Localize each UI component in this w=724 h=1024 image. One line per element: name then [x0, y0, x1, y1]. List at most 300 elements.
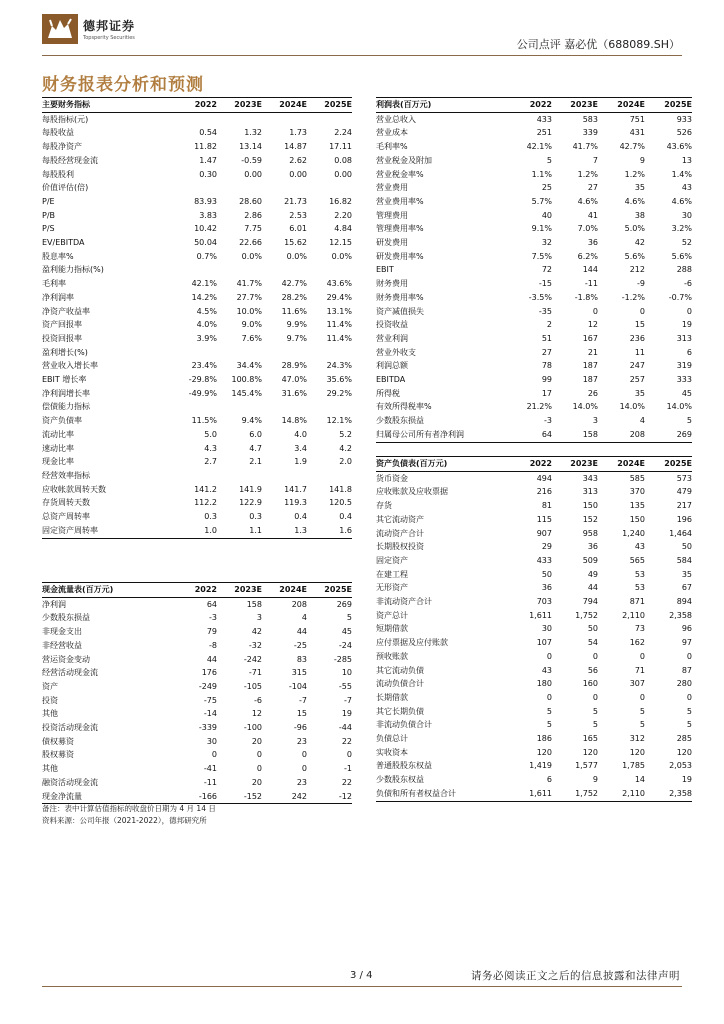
table-row: [42, 639, 352, 653]
cell-value: 1.6: [307, 524, 352, 538]
table-row: [376, 428, 692, 442]
table-row: [42, 762, 352, 776]
table-row: [42, 611, 352, 625]
cell-value: -152: [217, 790, 262, 804]
table-row: [376, 277, 692, 291]
cell-value: 19: [341, 709, 352, 719]
cell-value: 242: [262, 790, 307, 804]
cell-value: 187: [582, 375, 598, 385]
cell-value: -11: [203, 777, 217, 787]
cell-value: 1.4%: [671, 169, 692, 179]
cell-value: 50: [541, 569, 552, 579]
cell-value: -71: [248, 668, 262, 678]
row-label: 现金比率: [42, 457, 74, 467]
cell-value: -6: [254, 695, 262, 705]
cell-value: 38: [634, 210, 645, 220]
cell-value: 5: [346, 613, 352, 623]
cell-value: 150: [629, 514, 645, 524]
row-label: 普通股股东权益: [376, 761, 432, 771]
cell-value: 2: [546, 320, 552, 330]
cell-value: 158: [552, 428, 598, 442]
row-label: 管理费用: [376, 210, 408, 220]
table-row: [42, 483, 352, 497]
row-label: 营业外收支: [376, 347, 416, 357]
cell-value: 42: [251, 627, 262, 637]
cell-value: 31.6%: [281, 388, 307, 398]
cell-value: 933: [676, 114, 692, 124]
table-row: [376, 318, 692, 332]
cell-value: 141.7: [284, 484, 307, 494]
cell-value: 71: [634, 665, 645, 675]
cell-value: 42.1%: [526, 142, 552, 152]
cell-value: 0.4: [294, 512, 307, 522]
row-label: 实收资本: [376, 747, 408, 757]
row-label: 营业税金率%: [376, 169, 424, 179]
row-label: 股息率%: [42, 251, 74, 261]
row-label: 营业费用: [376, 183, 408, 193]
company-logo: [42, 14, 135, 44]
cell-value: -24: [338, 640, 352, 650]
cell-value: [262, 346, 307, 360]
cell-value: 64: [206, 599, 217, 609]
row-label: 营业费用率%: [376, 196, 424, 206]
cell-value: 43.6%: [666, 142, 692, 152]
cell-value: 0.3: [249, 512, 262, 522]
year-header: 2023E: [552, 457, 598, 472]
table-row: [376, 209, 692, 223]
cell-value: 269: [336, 599, 352, 609]
table-row: [42, 222, 352, 236]
cell-value: -104: [288, 681, 307, 691]
table-row: [42, 442, 352, 456]
cell-value: 12: [587, 320, 598, 330]
table-row: [42, 154, 352, 168]
row-label: 固定资产: [376, 555, 408, 565]
row-label: 价值评估(倍): [42, 183, 89, 193]
cell-value: 1,419: [529, 761, 552, 771]
cell-value: [172, 469, 217, 483]
table-row: [42, 209, 352, 223]
table-header-row: [376, 457, 692, 472]
cell-value: 0: [211, 750, 217, 760]
row-label: 长期借款: [376, 692, 408, 702]
cell-value: 794: [582, 597, 598, 607]
report-type-label: 公司点评 嘉必优（688089.SH）: [516, 38, 680, 51]
cell-value: 165: [582, 734, 598, 744]
cell-value: 11.4%: [326, 320, 352, 330]
row-label: 净资产收益率: [42, 306, 90, 316]
table-row: [376, 250, 692, 264]
cell-value: [172, 346, 217, 360]
row-label: EBITDA: [376, 375, 406, 385]
cell-value: 0.0%: [286, 251, 307, 261]
row-label: 营业利润: [376, 333, 408, 343]
cell-value: 11.6%: [281, 306, 307, 316]
table-row: [376, 513, 692, 527]
table-row: [376, 485, 692, 499]
table-header-row: [42, 98, 352, 113]
table-row: [42, 707, 352, 721]
cell-value: -0.7%: [668, 292, 692, 302]
table-row: [376, 759, 692, 773]
cell-value: 20: [251, 736, 262, 746]
valuation-note: 备注：表中计算估值指标的收盘价日期为 4 月 14 日: [42, 804, 216, 813]
cell-value: 5: [546, 706, 552, 716]
logo-name-en: Topsperity Securities: [83, 35, 135, 41]
year-header: 2024E: [598, 457, 645, 472]
cell-value: 4.6%: [671, 196, 692, 206]
cell-value: 50: [681, 542, 692, 552]
cell-value: 29.4%: [326, 292, 352, 302]
cell-value: -12: [307, 790, 352, 804]
table-row: [42, 195, 352, 209]
cell-value: 15: [634, 320, 645, 330]
cell-value: 958: [582, 528, 598, 538]
cell-value: 22: [341, 777, 352, 787]
cell-value: 9: [592, 775, 598, 785]
year-header: 2022: [506, 457, 552, 472]
row-label: 预收账款: [376, 651, 408, 661]
cell-value: 0.3: [204, 512, 217, 522]
cell-value: 87: [681, 665, 692, 675]
table-row: [42, 680, 352, 694]
cell-value: [262, 263, 307, 277]
year-header: 2025E: [307, 98, 352, 113]
table-row: [376, 471, 692, 485]
cell-value: 0: [592, 692, 598, 702]
table-row: [376, 222, 692, 236]
table-row: [376, 346, 692, 360]
cell-value: 5: [639, 720, 645, 730]
cell-value: 212: [629, 265, 645, 275]
cell-value: 1.1: [217, 524, 262, 538]
cell-value: -9: [637, 279, 645, 289]
main-indicators-table: [42, 97, 352, 539]
row-label: EBIT: [376, 265, 394, 275]
cell-value: 3: [592, 416, 598, 426]
table-row: [42, 400, 352, 414]
cell-value: 14.0%: [619, 402, 645, 412]
cell-value: 29: [541, 542, 552, 552]
table-row: [376, 373, 692, 387]
cell-value: 285: [676, 734, 692, 744]
cell-value: 30: [541, 624, 552, 634]
data-source: 资料来源：公司年报（2021-2022），德邦研究所: [42, 816, 207, 825]
cell-value: 2,358: [645, 787, 692, 801]
cell-value: 19: [681, 320, 692, 330]
cell-value: 9.4%: [241, 416, 262, 426]
row-label: 净利润率: [42, 292, 74, 302]
cell-value: 21.2%: [526, 402, 552, 412]
table-row: [376, 305, 692, 319]
cell-value: 0: [686, 651, 692, 661]
cell-value: 42: [634, 238, 645, 248]
cell-value: [262, 181, 307, 195]
row-label: 流动比率: [42, 429, 74, 439]
table-row: [42, 625, 352, 639]
cell-value: 51: [541, 333, 552, 343]
table-row: [376, 112, 692, 126]
cell-value: 44: [296, 627, 307, 637]
cell-value: 28.9%: [281, 361, 307, 371]
cell-value: 894: [676, 597, 692, 607]
cell-value: 9: [639, 155, 645, 165]
table-row: [376, 554, 692, 568]
cell-value: 10.42: [194, 224, 217, 234]
cell-value: 35: [634, 183, 645, 193]
row-label: 股权募资: [42, 750, 74, 760]
cell-value: 42.7%: [281, 279, 307, 289]
cell-value: 494: [536, 473, 552, 483]
cell-value: 0.0%: [241, 251, 262, 261]
cell-value: 1.1%: [531, 169, 552, 179]
row-label: 净利润增长率: [42, 388, 90, 398]
cell-value: 120: [629, 747, 645, 757]
cell-value: 907: [536, 528, 552, 538]
row-label: 研发费用率%: [376, 251, 424, 261]
cell-value: 339: [582, 128, 598, 138]
cell-value: -55: [338, 681, 352, 691]
cell-value: 14.8%: [281, 416, 307, 426]
cell-value: 13: [681, 155, 692, 165]
cell-value: 120.5: [329, 498, 352, 508]
cell-value: -25: [293, 640, 307, 650]
row-label: 研发费用: [376, 238, 408, 248]
cell-value: 30: [681, 210, 692, 220]
row-label: 经营效率指标: [42, 470, 90, 480]
cell-value: 9.7%: [286, 333, 307, 343]
cell-value: 9.0%: [241, 320, 262, 330]
cell-value: 3.2%: [671, 224, 692, 234]
cell-value: 162: [629, 638, 645, 648]
row-label: 盈利能力指标(%): [42, 265, 104, 275]
cell-value: 585: [629, 473, 645, 483]
cell-value: 3: [256, 613, 262, 623]
row-label: 速动比率: [42, 443, 74, 453]
table-row: [376, 140, 692, 154]
row-label: 所得税: [376, 388, 400, 398]
row-label: 应付票据及应付账款: [376, 638, 448, 648]
cell-value: 26: [587, 388, 598, 398]
cell-value: 100.8%: [231, 375, 262, 385]
cell-value: 0: [256, 750, 262, 760]
row-label: 其它长期负债: [376, 706, 424, 716]
cell-value: 0.00: [334, 169, 352, 179]
cell-value: 4: [301, 613, 307, 623]
cell-value: 16.82: [329, 196, 352, 206]
row-label: 毛利率: [42, 279, 66, 289]
cell-value: 42.1%: [191, 279, 217, 289]
cell-value: 7.0%: [577, 224, 598, 234]
cell-value: [307, 400, 352, 414]
table-row: [42, 332, 352, 346]
cell-value: -100: [243, 723, 262, 733]
cell-value: 150: [582, 501, 598, 511]
table-row: [376, 414, 692, 428]
row-label: 流动资产合计: [376, 528, 424, 538]
cell-value: -249: [198, 681, 217, 691]
table-row: [376, 154, 692, 168]
row-label: 无形资产: [376, 583, 408, 593]
cell-value: 107: [536, 638, 552, 648]
cell-value: 1.3: [262, 524, 307, 538]
cell-value: 23.4%: [191, 361, 217, 371]
cell-value: -3: [544, 416, 552, 426]
cell-value: 50: [587, 624, 598, 634]
table-row: [376, 236, 692, 250]
row-label: 其他: [42, 764, 58, 774]
cell-value: 79: [206, 627, 217, 637]
cell-value: -7: [299, 695, 307, 705]
table-row: [42, 305, 352, 319]
cell-value: [307, 346, 352, 360]
table-row: [376, 499, 692, 513]
cell-value: 433: [536, 114, 552, 124]
year-header: 2023E: [552, 98, 598, 113]
table-row: [42, 666, 352, 680]
cell-value: 217: [676, 501, 692, 511]
cell-value: 43.6%: [326, 279, 352, 289]
cell-value: 12: [251, 709, 262, 719]
cell-value: 13.14: [239, 142, 262, 152]
cell-value: 13.1%: [326, 306, 352, 316]
cell-value: 141.2: [194, 484, 217, 494]
cell-value: 160: [582, 679, 598, 689]
table-row: [42, 277, 352, 291]
cell-value: [262, 400, 307, 414]
cell-value: 0: [686, 692, 692, 702]
cell-value: 120: [536, 747, 552, 757]
row-label: 存货: [376, 501, 392, 511]
cell-value: 333: [676, 375, 692, 385]
row-label: 毛利率%: [376, 142, 408, 152]
table-row: [376, 773, 692, 787]
cell-value: 35: [634, 388, 645, 398]
cell-value: 14.2%: [191, 292, 217, 302]
row-label: 营业收入增长率: [42, 361, 98, 371]
cell-value: 120: [676, 747, 692, 757]
cell-value: 29.2%: [326, 388, 352, 398]
cell-value: -75: [203, 695, 217, 705]
cell-value: 1.9: [294, 457, 307, 467]
cell-value: 280: [676, 679, 692, 689]
cell-value: 0: [639, 692, 645, 702]
cell-value: 703: [536, 597, 552, 607]
legal-disclaimer: 请务必阅读正文之后的信息披露和法律声明: [471, 970, 680, 982]
cell-value: 120: [582, 747, 598, 757]
row-label: 净利润: [42, 599, 66, 609]
cell-value: 28.2%: [281, 292, 307, 302]
cell-value: 3.83: [199, 210, 217, 220]
table-row: [42, 735, 352, 749]
cell-value: -44: [338, 723, 352, 733]
cell-value: 6: [546, 775, 552, 785]
cell-value: 11.82: [194, 142, 217, 152]
cell-value: [172, 263, 217, 277]
row-label: 每股收益: [42, 128, 74, 138]
year-header: 2025E: [645, 457, 692, 472]
row-label: 财务费用: [376, 279, 408, 289]
cell-value: 15: [296, 709, 307, 719]
row-label: 偿债能力指标: [42, 402, 90, 412]
cell-value: 2.62: [289, 155, 307, 165]
cell-value: [307, 112, 352, 126]
cell-value: 479: [676, 487, 692, 497]
cell-value: 41.7%: [236, 279, 262, 289]
cell-value: 45: [341, 627, 352, 637]
row-label: 每股股利: [42, 169, 74, 179]
table-row: [42, 469, 352, 483]
row-label: EV/EBITDA: [42, 238, 85, 248]
cell-value: -29.8%: [188, 375, 217, 385]
cell-value: 180: [536, 679, 552, 689]
cell-value: 1,752: [575, 610, 598, 620]
cell-value: [217, 400, 262, 414]
year-header: 2025E: [307, 583, 352, 598]
cell-value: -14: [203, 709, 217, 719]
cell-value: 7.6%: [241, 333, 262, 343]
cell-value: 2,110: [622, 610, 645, 620]
row-label: 投资收益: [376, 320, 408, 330]
cell-value: -166: [172, 790, 217, 804]
cell-value: 1.2%: [577, 169, 598, 179]
cell-value: 3.9%: [196, 333, 217, 343]
cell-value: 23: [296, 777, 307, 787]
logo-name-cn: 德邦证券: [83, 19, 136, 33]
cell-value: 158: [246, 599, 262, 609]
table-row: [376, 595, 692, 609]
year-header: 2023E: [217, 98, 262, 113]
table-row: [42, 510, 352, 524]
cell-value: 17: [541, 388, 552, 398]
row-label: 货币资金: [376, 473, 408, 483]
cell-value: [172, 400, 217, 414]
cell-value: [172, 181, 217, 195]
cell-value: 14.0%: [572, 402, 598, 412]
row-label: 非现金支出: [42, 627, 82, 637]
cell-value: 145.4%: [231, 388, 262, 398]
row-label: P/S: [42, 224, 55, 234]
page-number: 3 / 4: [350, 970, 373, 981]
cell-value: 96: [681, 624, 692, 634]
table-row: [376, 622, 692, 636]
cell-value: [262, 112, 307, 126]
cell-value: 1.2%: [624, 169, 645, 179]
cell-value: [217, 181, 262, 195]
cell-value: 5.2: [339, 429, 352, 439]
table-row: [376, 195, 692, 209]
cell-value: 44: [206, 654, 217, 664]
cell-value: 99: [541, 375, 552, 385]
cell-value: 21: [587, 347, 598, 357]
table-row: [376, 332, 692, 346]
row-label: 资产减值损失: [376, 306, 424, 316]
cell-value: -7: [344, 695, 352, 705]
row-label: 应收账款及应收票据: [376, 487, 448, 497]
cell-value: 187: [582, 361, 598, 371]
cell-value: 12.1%: [326, 416, 352, 426]
cell-value: 28.60: [239, 196, 262, 206]
cell-value: 5: [546, 720, 552, 730]
row-label: EBIT 增长率: [42, 375, 87, 385]
cell-value: 431: [629, 128, 645, 138]
cell-value: 119.3: [284, 498, 307, 508]
table-row: [376, 263, 692, 277]
row-label: 融资活动现金流: [42, 777, 98, 787]
cell-value: 9.1%: [531, 224, 552, 234]
table-row: [42, 414, 352, 428]
cell-value: 871: [629, 597, 645, 607]
